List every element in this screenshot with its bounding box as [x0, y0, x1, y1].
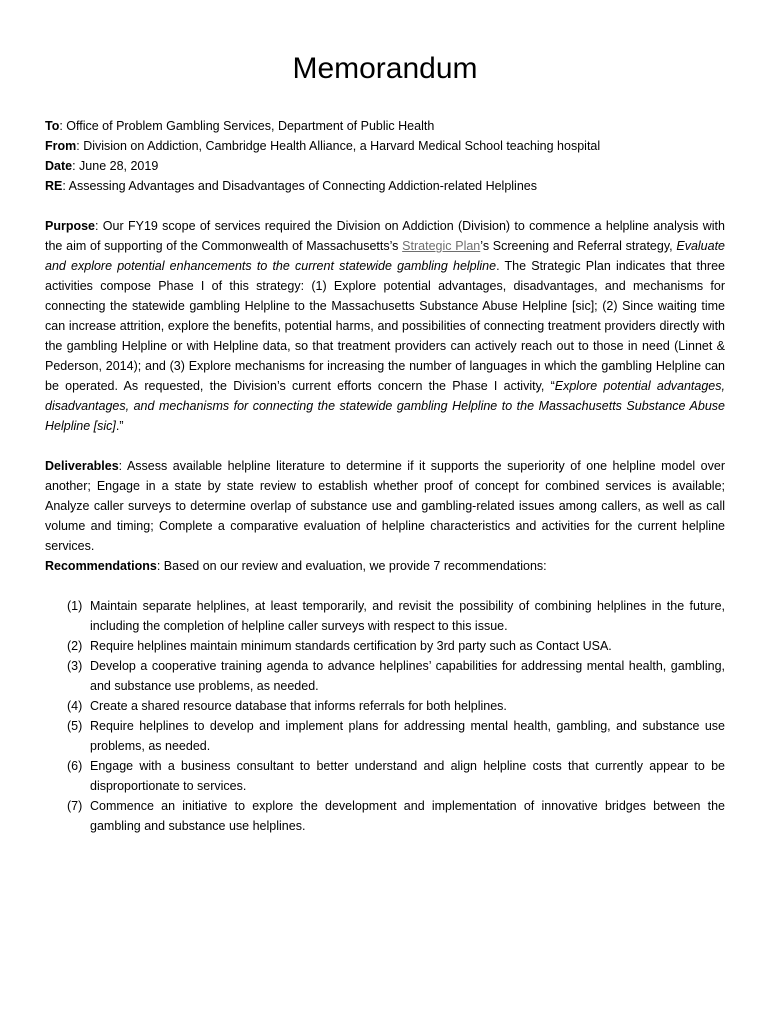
- list-item-number: (5): [67, 719, 83, 733]
- list-item-text: Develop a cooperative training agenda to advance helplines’ capabilities for addressing mental health, gambling, and substance use problems, as needed.: [90, 659, 725, 693]
- list-item: [45, 716, 725, 756]
- purpose-italic-2: Explore potential advantages, disadvantages, and mechanisms for connecting the statewide gambling Helpline to the Massachusetts Substance Abuse Helpline [sic]: [45, 379, 725, 433]
- list-item: [45, 636, 725, 656]
- recommendations-list: [45, 596, 725, 836]
- date-label: Date: [45, 159, 73, 173]
- re-value: : Assessing Advantages and Disadvantages of Connecting Addiction-related Helplines: [62, 179, 537, 193]
- list-item-text: Create a shared resource database that informs referrals for both helplines.: [90, 699, 507, 713]
- deliverables-paragraph: [45, 456, 725, 556]
- list-item-number: (7): [67, 799, 83, 813]
- list-item: [45, 656, 725, 696]
- re-label: RE: [45, 179, 63, 193]
- list-item-number: (3): [67, 659, 83, 673]
- date-line: [45, 156, 725, 176]
- purpose-text-4: .”: [115, 419, 124, 433]
- deliverables-text: : Assess available helpline literature to determine if it supports the superiority of one helpline model over another; Engage in a state by state review to establish whether proof of concept for combined services is available; Analyze caller surveys to determine overlap of substance use and gambling-related issues among callers, as well as call volume and timing; Complete a comparative evaluation of helpline characteristics and activities for the current helpline services.: [45, 459, 725, 553]
- list-item-text: Require helplines maintain minimum standards certification by 3rd party such as Contact USA.: [90, 639, 612, 653]
- page-title: Memorandum: [292, 52, 478, 85]
- memo-header: [45, 116, 725, 196]
- list-item-number: (1): [67, 599, 83, 613]
- from-line: [45, 136, 725, 156]
- purpose-paragraph: [45, 216, 725, 436]
- re-line: [45, 176, 725, 196]
- to-value: : Office of Problem Gambling Services, Department of Public Health: [59, 119, 435, 133]
- list-item: [45, 796, 725, 836]
- date-value: : June 28, 2019: [72, 159, 159, 173]
- list-item-number: (6): [67, 759, 83, 773]
- purpose-italic-1: Evaluate and explore potential enhancements to the current statewide gambling helpline: [45, 239, 726, 273]
- recommendations-intro: [45, 556, 725, 576]
- from-value: : Division on Addiction, Cambridge Health Alliance, a Harvard Medical School teaching hospital: [76, 139, 601, 153]
- purpose-text-1: : Our FY19 scope of services required the Division on Addiction (Division) to commence a helpline analysis with the aim of supporting of the Commonwealth of Massachusetts’s: [45, 219, 725, 253]
- list-item: [45, 756, 725, 796]
- to-line: [45, 116, 725, 136]
- purpose-label: Purpose: [45, 219, 96, 233]
- list-item-text: Commence an initiative to explore the development and implementation of innovative bridges between the gambling and substance use helplines.: [90, 799, 725, 833]
- to-label: To: [45, 119, 60, 133]
- list-item: [45, 596, 725, 636]
- recommendations-label: Recommendations: [45, 559, 157, 573]
- list-item-number: (4): [67, 699, 83, 713]
- list-item-text: Require helplines to develop and implement plans for addressing mental health, gambling, and substance use problems, as needed.: [90, 719, 725, 753]
- list-item-text: Engage with a business consultant to better understand and align helpline costs that currently appear to be disproportionate to services.: [90, 759, 725, 793]
- purpose-text-3: . The Strategic Plan indicates that three activities compose Phase I of this strategy: (1) Explore potential advantages, disadvantages, and mechanisms for connecting the statewide gambling Helpline to the Massachusetts Substance Abuse Helpline [sic]; (2) Since waiting time can increase attrition, explore the benefits, potential harms, and possibilities of connecting treatment providers directly with the gambling Helpline or with Helpline data, so that treatment providers can actively reach out to those in need (Linnet & Pederson, 2014); and (3) Explore mechanisms for increasing the number of languages in which the gambling Helpline can be operated. As requested, the Division’s current efforts concern the Phase I activity, “: [45, 259, 725, 393]
- recommendations-intro-text: : Based on our review and evaluation, we provide 7 recommendations:: [156, 559, 547, 573]
- list-item-number: (2): [67, 639, 83, 653]
- list-item: [45, 696, 725, 716]
- deliverables-label: Deliverables: [45, 459, 119, 473]
- purpose-text-2: ’s Screening and Referral strategy,: [480, 239, 677, 253]
- from-label: From: [45, 139, 77, 153]
- strategic-plan-link[interactable]: Strategic Plan: [402, 239, 481, 253]
- list-item-text: Maintain separate helplines, at least temporarily, and revisit the possibility of combining helplines in the future, including the completion of helpline caller surveys with respect to this issue.: [90, 599, 725, 633]
